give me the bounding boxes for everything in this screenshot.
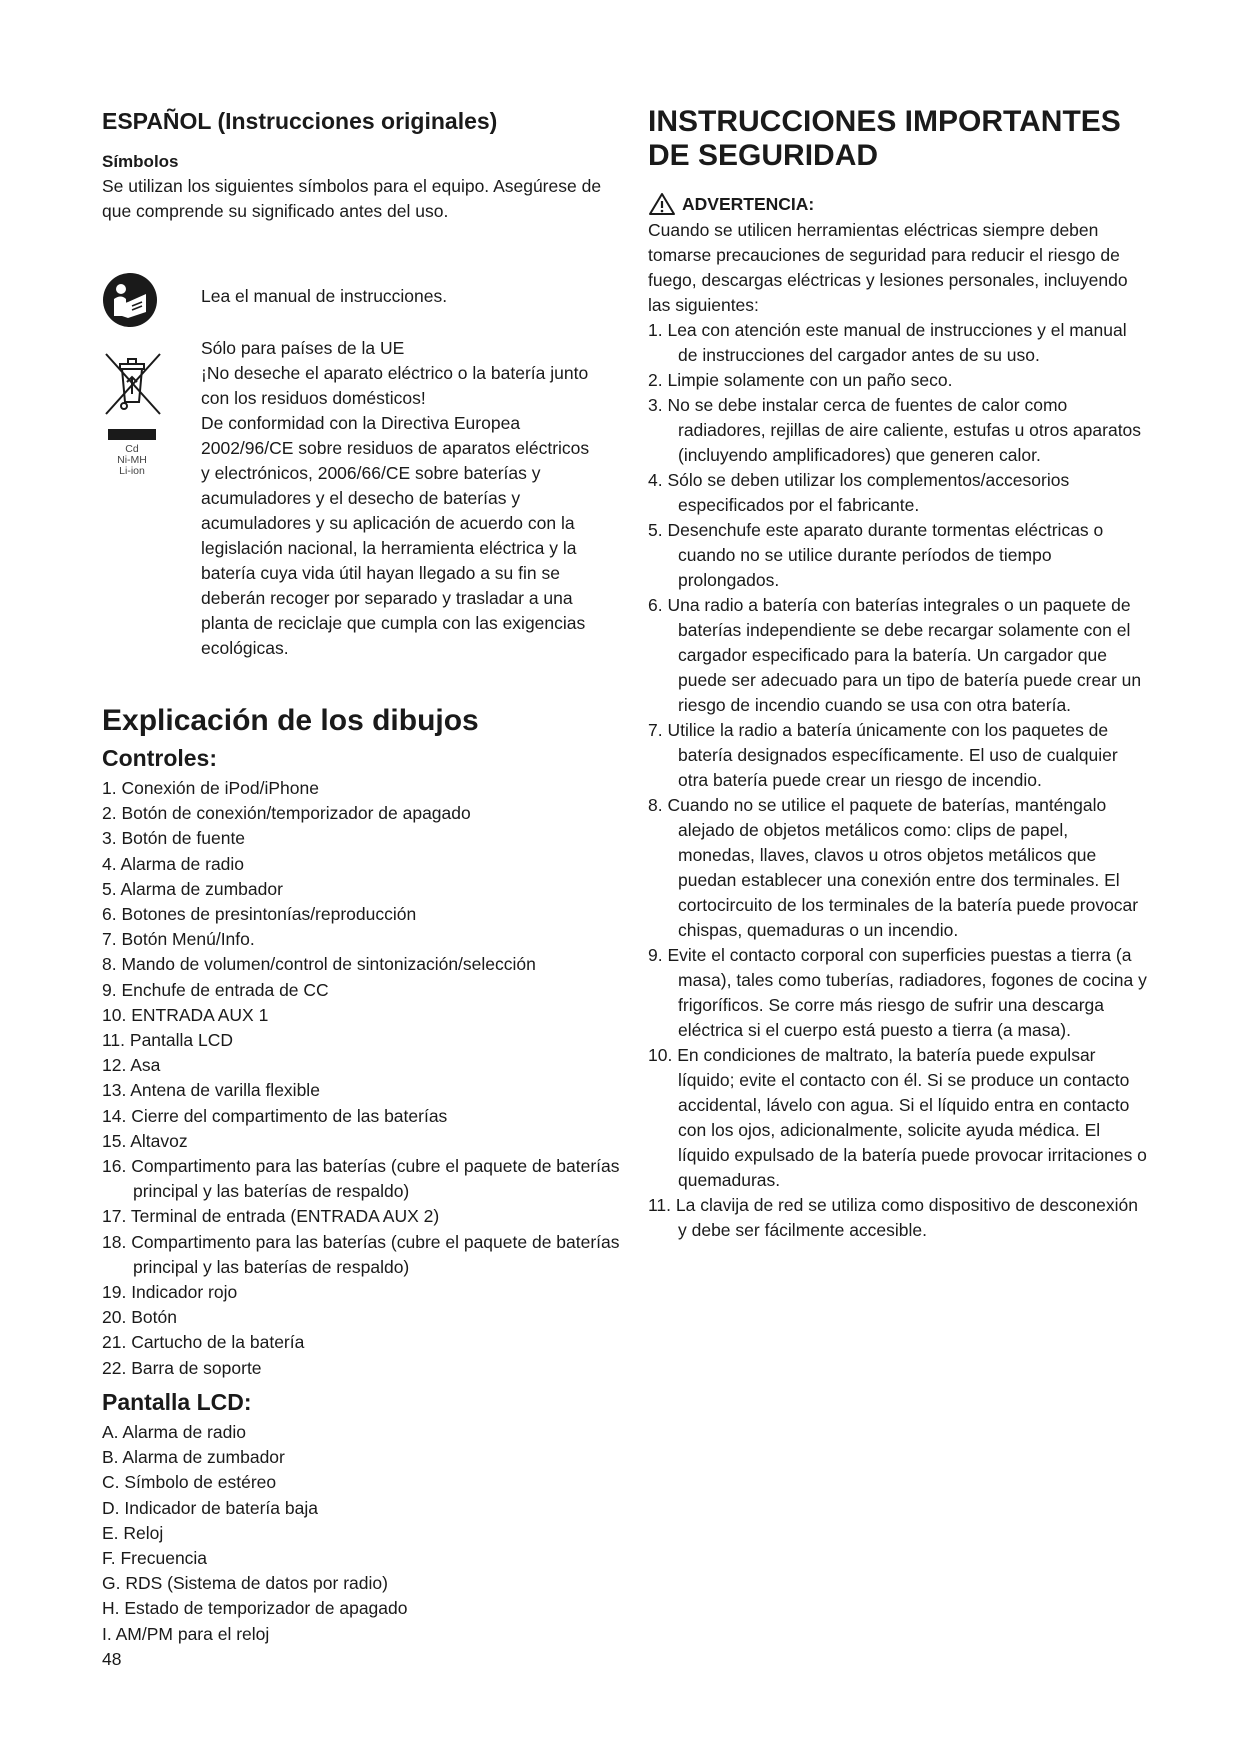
control-item: 10. ENTRADA AUX 1 bbox=[102, 1004, 269, 1025]
control-item: 12. Asa bbox=[102, 1055, 161, 1076]
control-item: 6. Botones de presintonías/reproducción bbox=[102, 904, 417, 925]
safety-list bbox=[648, 318, 1148, 1243]
safety-item: 7. Utilice la radio a batería únicamente con los paquetes de batería designados específicamente. El uso de cualquier otra batería puede crear un riesgo de incendio. bbox=[648, 720, 1118, 790]
control-item: 21. Cartucho de la batería bbox=[102, 1332, 305, 1353]
lcd-item: F. Frecuencia bbox=[102, 1548, 208, 1569]
lcd-item: H. Estado de temporizador de apagado bbox=[102, 1598, 408, 1619]
crossed-bin-icon bbox=[102, 350, 164, 418]
read-manual-row bbox=[102, 272, 158, 333]
read-manual-icon bbox=[102, 272, 158, 328]
lcd-item: G. RDS (Sistema de datos por radio) bbox=[102, 1573, 388, 1594]
weee-row bbox=[102, 350, 164, 477]
lcd-title: Pantalla LCD: bbox=[102, 1389, 252, 1415]
control-item: 19. Indicador rojo bbox=[102, 1282, 238, 1303]
lcd-list bbox=[102, 1420, 622, 1647]
control-item: 22. Barra de soporte bbox=[102, 1357, 262, 1378]
page-number: 48 bbox=[102, 1649, 122, 1669]
lcd-item: A. Alarma de radio bbox=[102, 1422, 246, 1442]
control-item: 20. Botón bbox=[102, 1307, 177, 1328]
safety-title: INSTRUCCIONES IMPORTANTES DE SEGURIDAD bbox=[648, 105, 1121, 172]
control-item: 17. Terminal de entrada (ENTRADA AUX 2) bbox=[102, 1206, 440, 1227]
eu-line-1: Sólo para países de la UE bbox=[201, 338, 405, 358]
weee-bar bbox=[108, 429, 156, 440]
control-item: 7. Botón Menú/Info. bbox=[102, 929, 255, 950]
safety-item: 10. En condiciones de maltrato, la batería puede expulsar líquido; evite el contacto con él. Si se produce un contacto accidental, lávelo con agua. Si el líquido entra en contacto con los ojos, adicionalmente, solicite ayuda médica. El líquido expulsado de la batería puede provocar irritaciones o quemaduras. bbox=[648, 1045, 1147, 1190]
warning-heading bbox=[648, 192, 814, 216]
control-item: 1. Conexión de iPod/iPhone bbox=[102, 778, 319, 798]
eu-line-2: ¡No deseche el aparato eléctrico o la batería junto con los residuos domésticos! bbox=[201, 363, 589, 408]
language-title: ESPAÑOL (Instrucciones originales) bbox=[102, 108, 498, 134]
chem-label-liion: Li-ion bbox=[119, 465, 145, 477]
control-item: 2. Botón de conexión/temporizador de apagado bbox=[102, 803, 471, 824]
chem-label-nimh: Ni-MH bbox=[117, 454, 147, 466]
safety-item: 1. Lea con atención este manual de instrucciones y el manual de instrucciones del cargador antes de su uso. bbox=[648, 320, 1127, 365]
symbols-intro: Se utilizan los siguientes símbolos para el equipo. Asegúrese de que comprende su significado antes del uso. bbox=[102, 176, 602, 221]
control-item: 4. Alarma de radio bbox=[102, 853, 245, 874]
lcd-item: I. AM/PM para el reloj bbox=[102, 1623, 270, 1644]
battery-chem-labels bbox=[102, 444, 162, 477]
controls-title: Controles: bbox=[102, 745, 217, 771]
lcd-item: D. Indicador de batería baja bbox=[102, 1497, 318, 1518]
control-item: 18. Compartimento para las baterías (cubre el paquete de baterías principal y las baterías de respaldo) bbox=[102, 1231, 620, 1277]
safety-item: 5. Desenchufe este aparato durante tormentas eléctricas o cuando no se utilice durante períodos de tiempo prolongados. bbox=[648, 520, 1104, 590]
controls-list bbox=[102, 776, 622, 1381]
safety-item: 9. Evite el contacto corporal con superficies puestas a tierra (a masa), tales como tuberías, radiadores, fogones de cocina y frigoríficos. Se corre más riesgo de sufrir una descarga eléctrica si el cuerpo está puesto a tierra (a masa). bbox=[648, 945, 1147, 1040]
control-item: 9. Enchufe de entrada de CC bbox=[102, 979, 329, 1000]
control-item: 15. Altavoz bbox=[102, 1130, 188, 1151]
read-manual-text: Lea el manual de instrucciones. bbox=[201, 286, 448, 306]
lcd-item: C. Símbolo de estéreo bbox=[102, 1472, 277, 1493]
safety-item: 8. Cuando no se utilice el paquete de baterías, manténgalo alejado de objetos metálicos como: clips de papel, monedas, llaves, clavos u otros objetos metálicos que puedan establecer una conexión entre dos terminales. El cortocircuito de los terminales de la batería puede provocar chispas, quemaduras o un incendio. bbox=[648, 795, 1139, 940]
eu-line-3: De conformidad con la Directiva Europea 2002/96/CE sobre residuos de aparatos eléctricos y electrónicos, 2006/66/CE sobre baterías y acumuladores y el desecho de baterías y acumuladores y su aplicación de acuerdo con la legislación nacional, la herramienta eléctrica y la batería cuya vida útil hayan llegado a su fin se deberán recoger por separado y trasladar a una planta de reciclaje que cumpla con las exigencias ecológicas. bbox=[201, 413, 590, 658]
symbols-heading: Símbolos bbox=[102, 152, 179, 171]
control-item: 16. Compartimento para las baterías (cubre el paquete de baterías principal y las baterías de respaldo) bbox=[102, 1156, 620, 1202]
control-item: 14. Cierre del compartimento de las baterías bbox=[102, 1105, 448, 1126]
safety-item: 2. Limpie solamente con un paño seco. bbox=[648, 370, 953, 390]
safety-item: 11. La clavija de red se utiliza como dispositivo de desconexión y debe ser fácilmente accesible. bbox=[648, 1195, 1138, 1240]
warning-label: ADVERTENCIA: bbox=[682, 193, 815, 214]
lcd-item: E. Reloj bbox=[102, 1522, 164, 1543]
explanation-title: Explicación de los dibujos bbox=[102, 704, 479, 737]
safety-item: 4. Sólo se deben utilizar los complementos/accesorios especificados por el fabricante. bbox=[648, 470, 1070, 515]
control-item: 8. Mando de volumen/control de sintonización/selección bbox=[102, 954, 536, 975]
safety-item: 6. Una radio a batería con baterías integrales o un paquete de baterías independiente se debe recargar solamente con el cargador especificado para la batería. Un cargador que puede ser adecuado para un tipo de batería puede crear un riesgo de incendio cuando se usa con otra batería. bbox=[648, 595, 1142, 715]
control-item: 13. Antena de varilla flexible bbox=[102, 1080, 320, 1101]
chem-label-cd: Cd bbox=[125, 443, 139, 455]
lcd-item: B. Alarma de zumbador bbox=[102, 1447, 285, 1468]
safety-item: 3. No se debe instalar cerca de fuentes de calor como radiadores, rejillas de aire caliente, estufas u otros aparatos (incluyendo amplificadores) que generen calor. bbox=[648, 395, 1142, 465]
control-item: 5. Alarma de zumbador bbox=[102, 878, 283, 899]
control-item: 11. Pantalla LCD bbox=[102, 1030, 234, 1051]
control-item: 3. Botón de fuente bbox=[102, 828, 246, 849]
eu-disposal-text bbox=[201, 336, 601, 661]
warning-triangle-icon bbox=[648, 192, 676, 216]
warning-intro: Cuando se utilicen herramientas eléctricas siempre deben tomarse precauciones de seguridad para reducir el riesgo de fuego, descargas eléctricas y lesiones personales, incluyendo las siguientes: bbox=[648, 220, 1128, 315]
